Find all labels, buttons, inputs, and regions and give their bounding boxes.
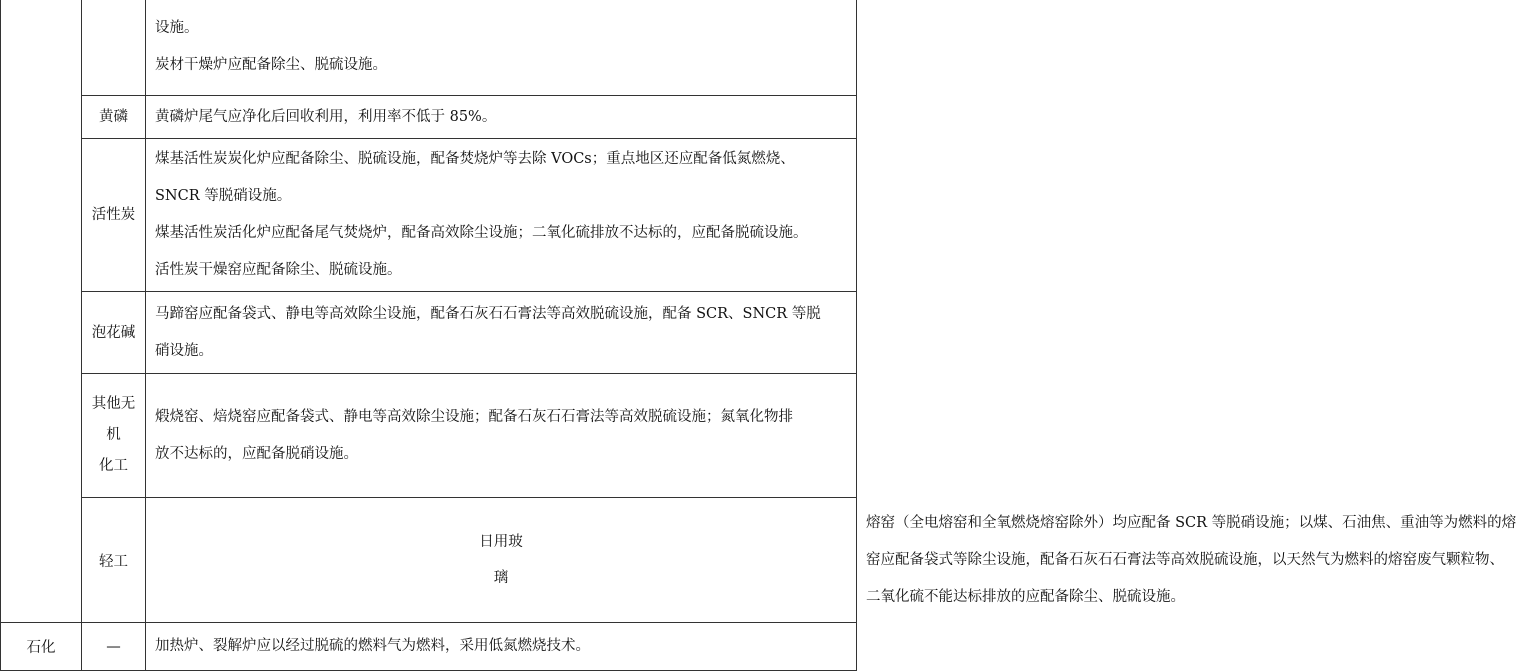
table-row (1, 139, 857, 292)
category-cell: 轻工 (82, 498, 146, 623)
category-cell-chemical-continued (1, 0, 82, 623)
subcategory-cell-continued (82, 0, 146, 96)
table-row (1, 374, 857, 498)
subcategory-cell: 日用玻 璃 (146, 498, 857, 623)
requirement-cell: 设施。 炭材干燥炉应配备除尘、脱硫设施。 (146, 0, 857, 96)
table-row (1, 623, 857, 671)
table-row (1, 292, 857, 374)
requirement-cell: 加热炉、裂解炉应以经过脱硫的燃料气为燃料，采用低氮燃烧技术。 (146, 623, 857, 671)
requirement-cell: 马蹄窑应配备袋式、静电等高效除尘设施，配备石灰石石膏法等高效脱硫设施，配备 SCR、SNCR 等脱 硝设施。 (146, 292, 857, 374)
subcategory-cell: — (82, 623, 146, 671)
requirement-cell: 煤基活性炭炭化炉应配备除尘、脱硫设施，配备焚烧炉等去除 VOCs；重点地区还应配备低氮燃烧、 SNCR 等脱硝设施。 煤基活性炭活化炉应配备尾气焚烧炉，配备高效除尘设施；二氧化硫排放不达标的，应配备脱硫设施。 活性炭干燥窑应配备除尘、脱硫设施。 (146, 139, 857, 292)
requirement-cell: 煅烧窑、焙烧窑应配备袋式、静电等高效除尘设施；配备石灰石石膏法等高效脱硫设施；氮氧化物排 放不达标的，应配备脱硝设施。 (146, 374, 857, 498)
table-row (1, 0, 857, 96)
table-row (1, 96, 857, 139)
category-cell: 石化 (1, 623, 82, 671)
subcategory-cell: 黄磷 (82, 96, 146, 139)
subcategory-cell: 泡花碱 (82, 292, 146, 374)
table-row: 轻工 日用玻 璃 熔窑（全电熔窑和全氧燃烧熔窑除外）均应配备 SCR 等脱硝设施；以煤、石油焦、重油等为燃料的熔 窑应配备袋式等除尘设施，配备石灰石石膏法等高效脱硫设施，以天然气为燃料的熔窑废气颗粒物、 二氧化硫不能达标排放的应配备除尘、脱硫设施。 (1, 498, 857, 623)
requirement-cell: 黄磷炉尾气应净化后回收利用，利用率不低于 85%。 (146, 96, 857, 139)
subcategory-cell: 活性炭 (82, 139, 146, 292)
subcategory-cell: 其他无 机 化工 (82, 374, 146, 498)
